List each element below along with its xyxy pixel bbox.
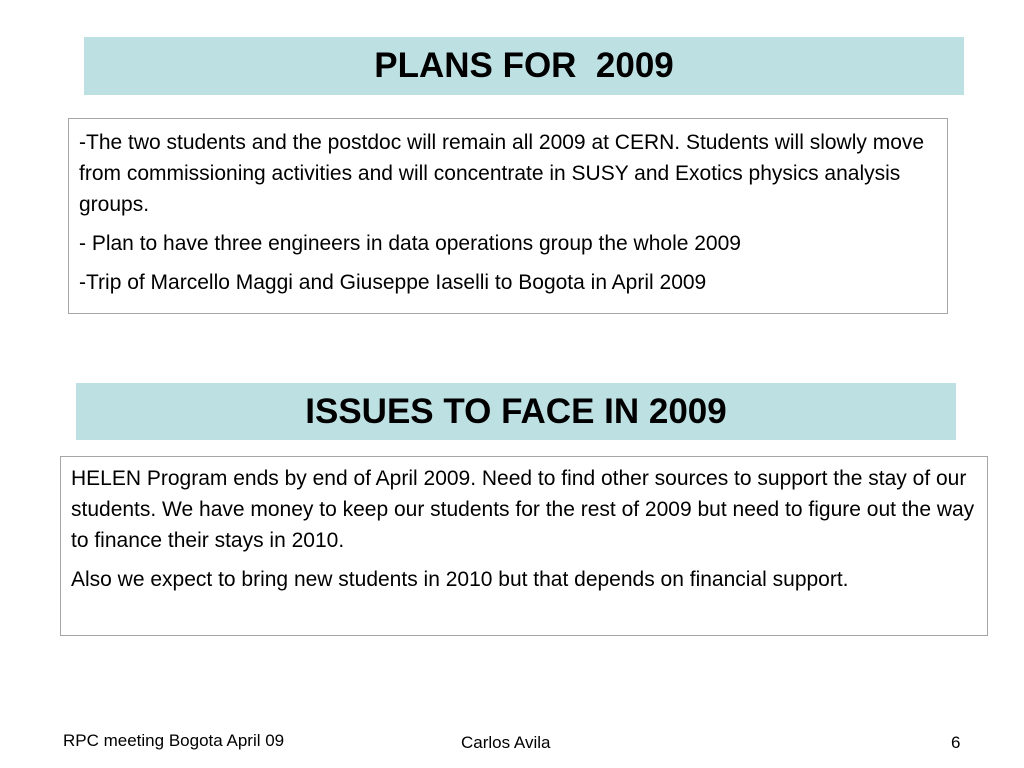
footer-page-number: 6 [951,733,961,752]
issues-text-box [60,456,988,636]
issues-paragraph-2: Also we expect to bring new students in 2010 but that depends on financial support. [71,568,849,591]
plans-text-box [68,118,948,314]
plans-paragraph-1: -The two students and the postdoc will remain all 2009 at CERN. Students will slowly move from commissioning activities and will concentrate in SUSY and Exotics physics analysis groups. [79,131,925,216]
plans-title: PLANS FOR 2009 [374,46,674,85]
plans-title-banner [84,37,964,95]
footer-author: Carlos Avila [461,733,551,752]
plans-paragraph-2: - Plan to have three engineers in data operations group the whole 2009 [79,232,741,255]
issues-title-banner [76,383,956,440]
issues-title: ISSUES TO FACE IN 2009 [305,391,727,431]
issues-paragraph-1: HELEN Program ends by end of April 2009. Need to find other sources to support the stay of our students. We have money to keep our students for the rest of 2009 but need to figure out the way to finance their stays in 2010. [71,467,975,552]
plans-paragraph-3: -Trip of Marcello Maggi and Giuseppe Iaselli to Bogota in April 2009 [79,271,707,294]
footer-meeting-label: RPC meeting Bogota April 09 [63,731,285,750]
